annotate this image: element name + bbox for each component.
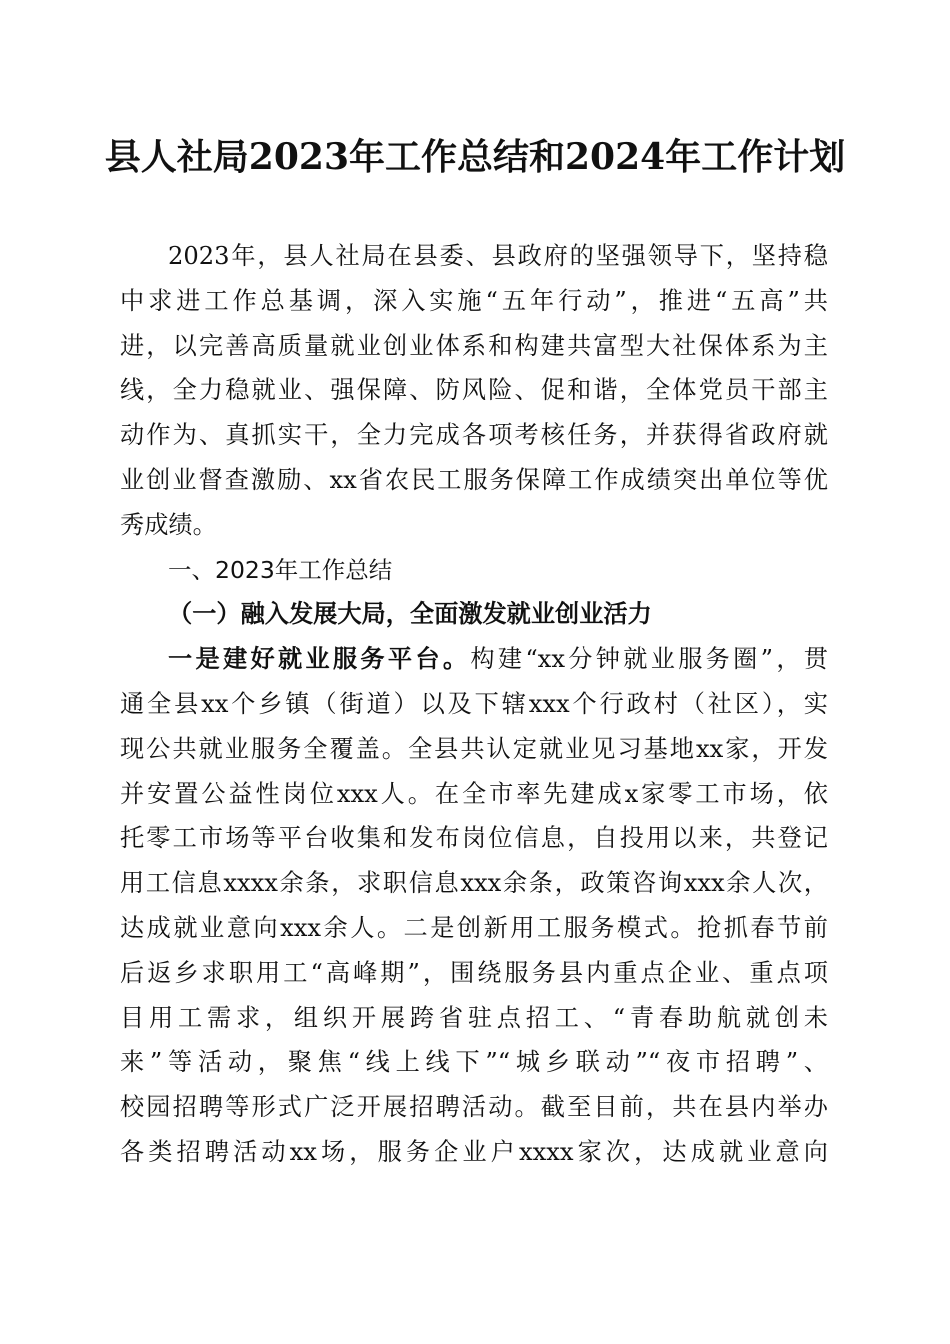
- paragraph-line: 目用工需求，组织开展跨省驻点招工、“青春助航就创未: [120, 1003, 828, 1032]
- paragraph-line: 来”等活动，聚焦“线上线下”“城乡联动”“夜市招聘”、: [120, 1048, 828, 1077]
- section-heading: 一、2023年工作总结: [168, 555, 393, 584]
- paragraph-text: 构建“xx分钟就业服务圈”，贯: [470, 645, 828, 674]
- paragraph-line: 后返乡求职用工“高峰期”，围绕服务县内重点企业、重点项: [120, 958, 828, 987]
- paragraph-line: 用工信息xxxx余条，求职信息xxx余条，政策咨询xxx余人次，: [120, 869, 828, 898]
- paragraph-line: 通全县xx个乡镇（街道）以及下辖xxx个行政村（社区），实: [120, 689, 828, 718]
- intro-line: 秀成绩。: [120, 510, 217, 539]
- intro-line: 进，以完善高质量就业创业体系和构建共富型大社保体系为主: [120, 331, 828, 360]
- intro-line: 中求进工作总基调，深入实施“五年行动”，推进“五高”共: [120, 286, 828, 315]
- subsection-heading: （一）融入发展大局，全面激发就业创业活力: [168, 599, 652, 629]
- paragraph-line: 达成就业意向xxx余人。二是创新用工服务模式。抢抓春节前: [120, 913, 828, 942]
- paragraph-line: 并安置公益性岗位xxx人。在全市率先建成x家零工市场，依: [120, 779, 828, 808]
- document-body: [120, 234, 828, 1175]
- intro-line: 2023年，县人社局在县委、县政府的坚强领导下，坚持稳: [168, 242, 828, 270]
- paragraph-line: 托零工市场等平台收集和发布岗位信息，自投用以来，共登记: [120, 824, 828, 853]
- paragraph-line: [120, 637, 828, 682]
- paragraph-line: 校园招聘等形式广泛开展招聘活动。截至目前，共在县内举办: [120, 1093, 828, 1122]
- intro-line: 动作为、真抓实干，全力完成各项考核任务，并获得省政府就: [120, 421, 828, 450]
- paragraph-lead: 一是建好就业服务平台。: [168, 644, 471, 674]
- intro-line: 线，全力稳就业、强保障、防风险、促和谐，全体党员干部主: [120, 376, 828, 405]
- paragraph-line: 现公共就业服务全覆盖。全县共认定就业见习基地xx家，开发: [120, 734, 828, 763]
- paragraph-line: 各类招聘活动xx场，服务企业户xxxx家次，达成就业意向: [120, 1137, 828, 1166]
- document-title: 县人社局2023年工作总结和2024年工作计划: [104, 136, 846, 178]
- intro-line: 业创业督查激励、xx省农民工服务保障工作成绩突出单位等优: [120, 465, 828, 494]
